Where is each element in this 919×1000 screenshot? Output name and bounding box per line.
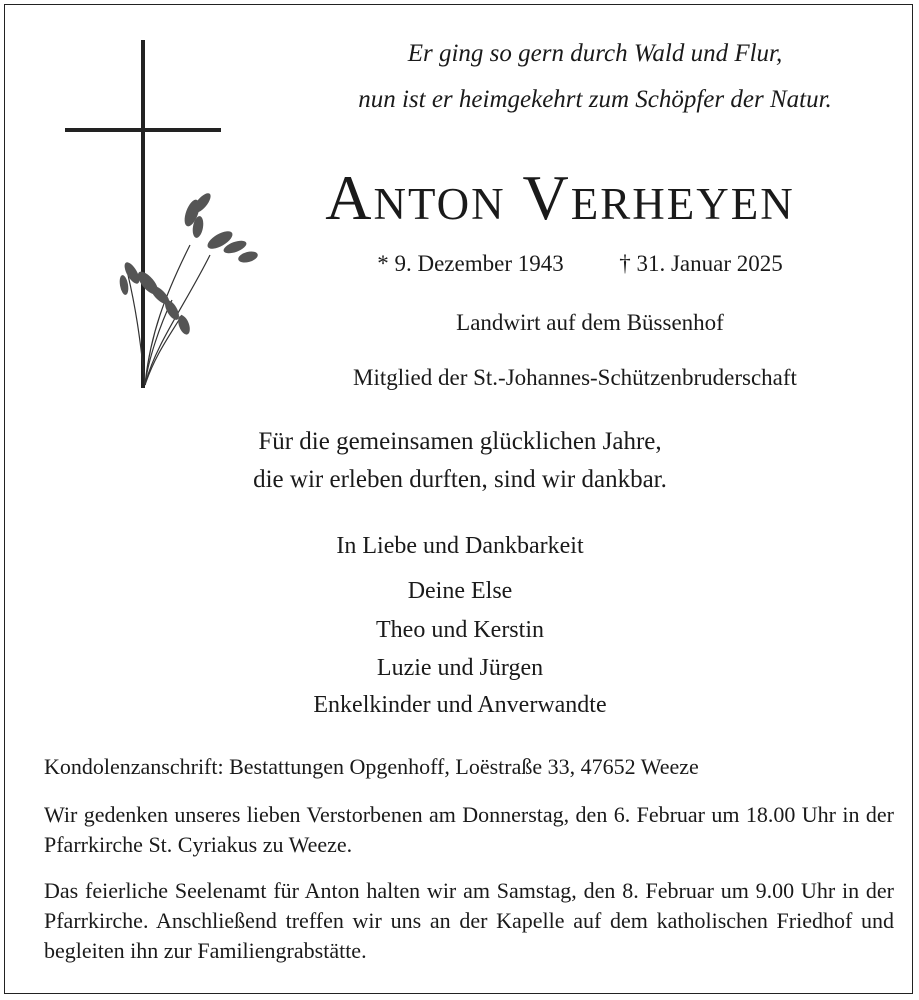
memorial-notice: Wir gedenken unseres lieben Verstorbenen am Donnerstag, den 6. Februar um 18.00 Uhr in der Pfarrkirche St. Cyriakus zu Weeze. [44, 802, 894, 857]
thanks-line-2: die wir erleben durften, sind wir dankbar. [253, 466, 667, 493]
condolence-address: Kondolenzanschrift: Bestattungen Opgenhoff, Loëstraße 33, 47652 Weeze [44, 754, 699, 779]
birth-date: * 9. Dezember 1943 [377, 251, 564, 276]
occupation: Landwirt auf dem Büssenhof [456, 310, 724, 335]
cross-icon-bar [65, 128, 221, 132]
signature-name: Deine Else [407, 578, 513, 604]
wheat-icon [110, 185, 260, 390]
signature-name: Luzie und Jürgen [376, 655, 544, 681]
quote-line-2: nun ist er heimgekehrt zum Schöpfer der Natur. [358, 86, 832, 113]
life-dates [300, 251, 860, 277]
requiem-notice: Das feierliche Seelenamt für Anton halten wir am Samstag, den 8. Februar um 9.00 Uhr in der Pfarrkirche. Anschließend treffen wir uns an der Kapelle auf dem katholischen Friedhof und begleiten ihn zur Familiengrabstätte. [44, 878, 894, 963]
deceased-name: Anton Verheyen [325, 162, 795, 233]
signature-name: Enkelkinder und Anverwandte [313, 692, 607, 718]
quote-line-1: Er ging so gern durch Wald und Flur, [407, 40, 783, 67]
membership: Mitglied der St.-Johannes-Schützenbruderschaft [353, 365, 797, 390]
death-date: † 31. Januar 2025 [619, 251, 783, 276]
signature-intro: In Liebe und Dankbarkeit [336, 533, 584, 559]
signature-name: Theo und Kerstin [376, 617, 544, 643]
thanks-line-1: Für die gemeinsamen glücklichen Jahre, [258, 428, 662, 455]
